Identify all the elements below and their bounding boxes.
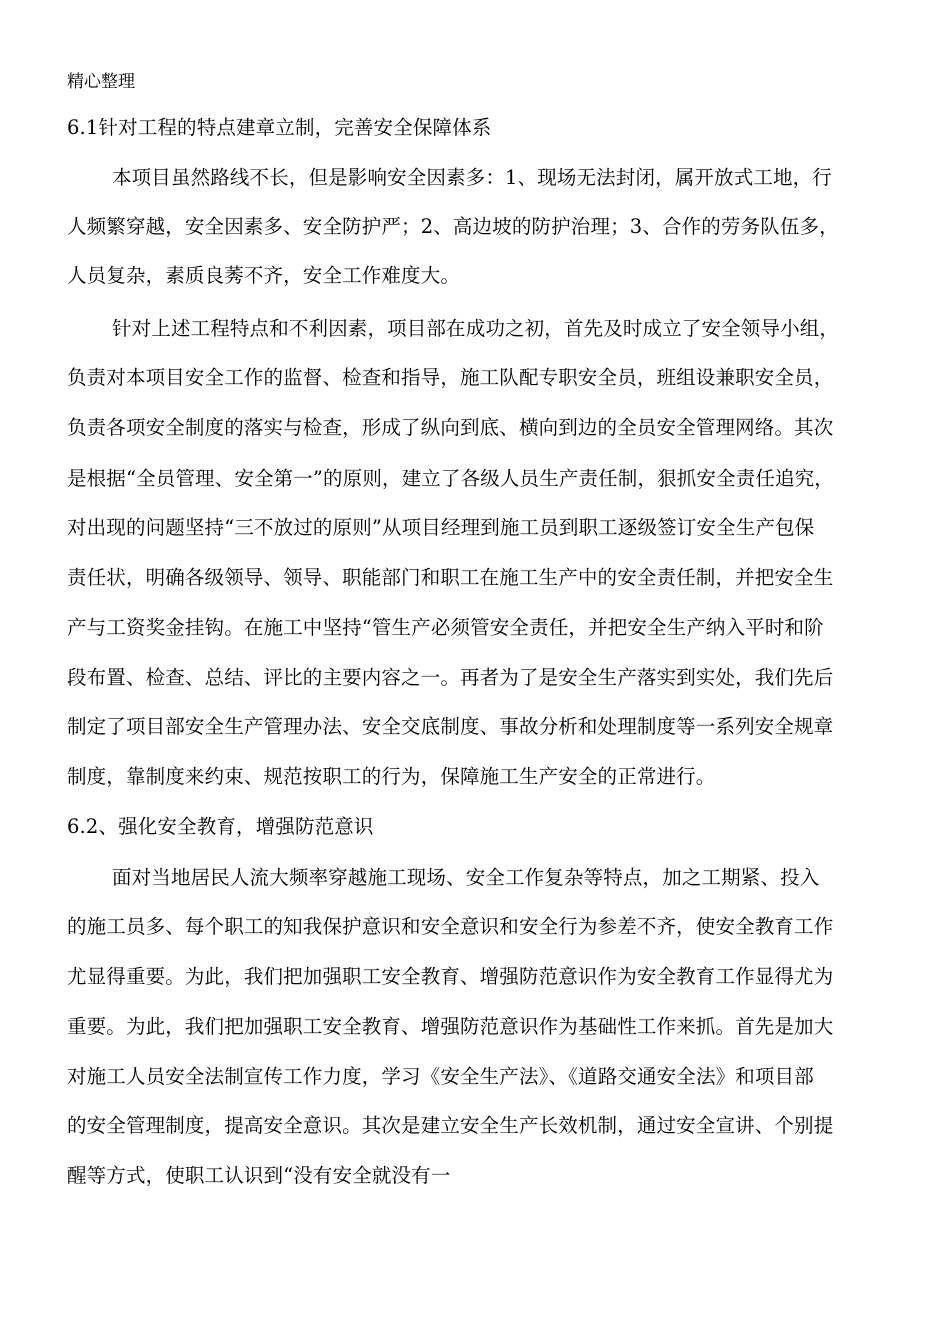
paragraph-line: 人员复杂，素质良莠不齐，安全工作难度大。 (67, 264, 461, 287)
page-header: 精心整理 (67, 72, 135, 92)
paragraph-line: 针对上述工程特点和不利因素，项目部在成功之初，首先及时成立了安全领导小组， (112, 317, 840, 340)
paragraph-line: 负责各项安全制度的落实与检查，形成了纵向到底、横向到边的全员安全管理网络。其次 (67, 416, 834, 439)
paragraph-line: 对施工人员安全法制宣传工作力度，学习《安全生产法》、《道路交通安全法》和项目部 (67, 1065, 814, 1088)
paragraph-line: 负责对本项目安全工作的监督、检查和指导，施工队配专职安全员，班组设兼职安全员， (67, 366, 834, 389)
paragraph-line: 责任状，明确各级领导、领导、职能部门和职工在施工生产中的安全责任制，并把安全生 (67, 566, 834, 589)
paragraph-line: 的施工员多、每个职工的知我保护意识和安全意识和安全行为参差不齐，使安全教育工作 (67, 915, 834, 938)
paragraph-line: 重要。为此，我们把加强职工安全教育、增强防范意识作为基础性工作来抓。首先是加大 (67, 1015, 834, 1038)
section-heading: 6.2、强化安全教育，增强防范意识 (67, 815, 374, 838)
paragraph-line: 面对当地居民人流大频率穿越施工现场、安全工作复杂等特点，加之工期紧、投入 (112, 866, 820, 889)
paragraph-line: 尤显得重要。为此，我们把加强职工安全教育、增强防范意识作为安全教育工作显得尤为 (67, 965, 834, 988)
section-heading: 6.1针对工程的特点建章立制，完善安全保障体系 (67, 116, 492, 139)
paragraph-line: 是根据“全员管理、安全第一”的原则，建立了各级人员生产责任制，狠抓安全责任追究， (67, 467, 834, 490)
paragraph-line: 产与工资奖金挂钩。在施工中坚持“管生产必须管安全责任，并把安全生产纳入平时和阶 (67, 616, 824, 639)
paragraph-line: 的安全管理制度，提高安全意识。其次是建立安全生产长效机制，通过安全宣讲、个别提 (67, 1114, 834, 1137)
paragraph-line: 醒等方式，使职工认识到“没有安全就没有一 (67, 1164, 451, 1187)
paragraph-line: 对出现的问题坚持“三不放过的原则”从项目经理到施工员到职工逐级签订安全生产包保 (67, 516, 815, 539)
paragraph-line: 段布置、检查、总结、评比的主要内容之一。再者为了是安全生产落实到实处，我们先后 (67, 666, 834, 689)
paragraph-line: 人频繁穿越，安全因素多、安全防护严；2、高边坡的防护治理；3、合作的劳务队伍多， (67, 215, 839, 238)
paragraph-line: 本项目虽然路线不长，但是影响安全因素多：1、现场无法封闭，属开放式工地，行 (112, 166, 832, 189)
paragraph-line: 制定了项目部安全生产管理办法、安全交底制度、事故分析和处理制度等一系列安全规章 (67, 715, 834, 738)
paragraph-line: 制度，靠制度来约束、规范按职工的行为，保障施工生产安全的正常进行。 (67, 765, 716, 788)
